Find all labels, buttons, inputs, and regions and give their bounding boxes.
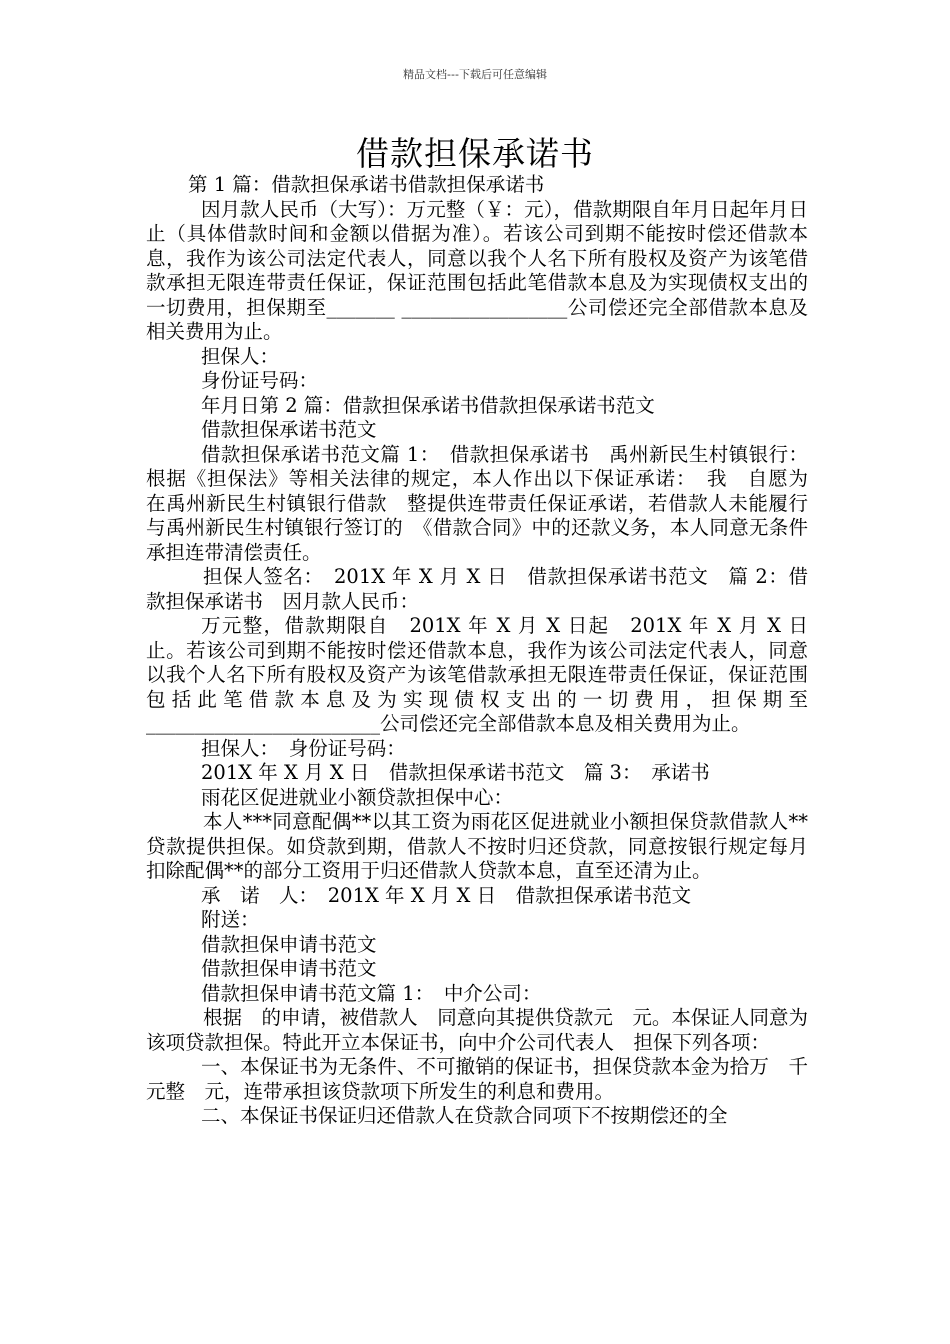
paragraph: 因月款人民币（大写）：万元整（￥：元），借款期限自年月日起年月日止（具体借款时间和金额以借据为准）。若该公司到期不能按时偿还借款本息，我作为该公司法定代表人，同意以我个人名下所有股权及资产为该笔借款承担无限连带责任保证，保证范围包括此笔借款本息及为实现债权支出的一切费用，担保期至_______ _________________公司偿还完全部借款本息及相关费用为止。 [146, 197, 808, 343]
paragraph: 附送： [201, 908, 260, 931]
paragraph: 年月日第 2 篇：借款担保承诺书借款担保承诺书范文 [201, 393, 655, 417]
paragraph: 担保人： 身份证号码： [201, 736, 406, 760]
paragraph: 201X 年 X 月 X 日 借款担保承诺书范文 篇 3： 承诺书 [201, 761, 710, 784]
paragraph: 本人***同意配偶**以其工资为雨花区促进就业小额担保贷款借款人**贷款提供担保。如贷款到期，借款人不按时归还贷款，同意按银行规定每月扣除配偶**的部分工资用于归还借款人贷款本息，直至还清为止。 [146, 810, 808, 882]
paragraph: 借款担保申请书范文 [201, 932, 377, 956]
paragraph: 身份证号码： [201, 369, 319, 392]
paragraph: 借款担保申请书范文篇 1： 中介公司： [201, 981, 542, 1005]
paragraph: 雨花区促进就业小额贷款担保中心： [201, 785, 514, 809]
paragraph: 第 1 篇：借款担保承诺书借款担保承诺书 [188, 173, 545, 196]
paragraph: 二、本保证书保证归还借款人在贷款合同项下不按期偿还的全 [201, 1104, 728, 1127]
document-body [146, 173, 828, 1129]
document-title: 借款担保承诺书 [356, 134, 594, 173]
paragraph: 承 诺 人： 201X 年 X 月 X 日 借款担保承诺书范文 [201, 883, 692, 907]
paragraph: 一、本保证书为无条件、不可撤销的保证书，担保贷款本金为拾万 千元整 元，连带承担该贷款项下所发生的利息和费用。 [146, 1055, 808, 1103]
paragraph: 借款担保申请书范文 [201, 957, 377, 980]
paragraph: 担保人： [201, 344, 280, 368]
paragraph: 借款担保承诺书范文篇 1： 借款担保承诺书 禹州新民生村镇银行：根据《担保法》等相关法律的规定，本人作出以下保证承诺： 我 自愿为 在禹州新民生村镇银行借款 整提供连带责任保证承诺，若借款人未能履行与禹州新民生村镇银行签订的 《借款合同》中的还款义务，本人同意无条件承担连带清偿责任。 [146, 442, 828, 564]
paragraph: 万元整，借款期限自 201X 年 X 月 X 日起 201X 年 X 月 X 日止。若该公司到期不能按时偿还借款本息，我作为该公司法定代表人，同意以我个人名下所有股权及资产为该笔借款承担无限连带责任保证，保证范围包括此笔借款本息及为实现债权支出的一切费用，担保期至________________________公司偿还完全部借款本息及相关费用为止。 [146, 614, 808, 735]
paragraph: 借款担保承诺书范文 [201, 418, 377, 441]
paragraph: 根据 的申请，被借款人 同意向其提供贷款元 元。本保证人同意为该项贷款担保。特此开立本保证书，向中介公司代表人 担保下列各项： [146, 1006, 808, 1054]
header-note: 精品文档---下载后可任意编辑 [403, 68, 547, 81]
paragraph: 担保人签名： 201X 年 X 月 X 日 借款担保承诺书范文 篇 2：借款担保承诺书 因月款人民币： [146, 565, 808, 613]
